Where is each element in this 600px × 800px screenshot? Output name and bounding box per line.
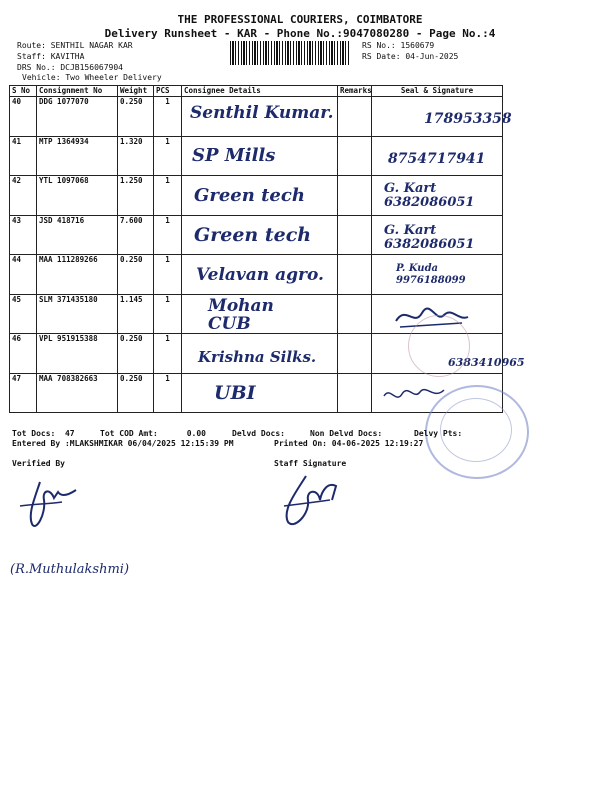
consignment-no: MAA 708382663 <box>37 373 118 413</box>
pcs: 1 <box>154 294 182 334</box>
rs-number: RS No.: 1560679 <box>362 41 435 50</box>
company-title: THE PROFESSIONAL COURIERS, COIMBATORE <box>177 13 423 26</box>
weight: 1.320 <box>118 136 154 176</box>
weight: 0.250 <box>118 373 154 413</box>
consignee-handwriting: Velavan agro. <box>196 265 324 285</box>
rs-date: RS Date: 04-Jun-2025 <box>362 52 459 61</box>
consignee-handwriting: Senthil Kumar. <box>190 103 334 123</box>
col-consignment: Consignment No <box>37 86 118 97</box>
table-row <box>10 136 503 176</box>
consignee-handwriting: Mohan CUB <box>208 295 274 334</box>
signature-handwriting: P. Kuda 9976188099 <box>396 263 466 286</box>
consignee-handwriting: UBI <box>214 381 256 404</box>
consignment-no: MAA 111289266 <box>37 255 118 295</box>
weight: 0.250 <box>118 255 154 295</box>
col-weight: Weight <box>118 86 154 97</box>
col-sno: S No <box>10 86 37 97</box>
weight: 7.600 <box>118 215 154 255</box>
pcs: 1 <box>154 255 182 295</box>
sno: 40 <box>10 97 37 137</box>
signature-handwriting: 178953358 <box>424 111 512 127</box>
pcs: 1 <box>154 136 182 176</box>
weight: 0.250 <box>118 334 154 374</box>
stamp-faint <box>408 315 470 377</box>
pcs: 1 <box>154 215 182 255</box>
sno: 43 <box>10 215 37 255</box>
pcs: 1 <box>154 176 182 216</box>
sno: 41 <box>10 136 37 176</box>
verified-by-label: Verified By <box>12 459 65 468</box>
sno: 45 <box>10 294 37 334</box>
route-label: Route: SENTHIL NAGAR KAR <box>17 41 133 50</box>
delivered-docs: Delvd Docs: <box>232 429 285 438</box>
non-delivered-docs: Non Delvd Docs: <box>310 429 383 438</box>
sno: 44 <box>10 255 37 295</box>
vehicle-label: Vehicle: Two Wheeler Delivery <box>22 73 162 82</box>
delivery-points: Delvy Pts: <box>414 429 463 438</box>
consignee-handwriting: Green tech <box>194 223 312 246</box>
sno: 46 <box>10 334 37 374</box>
pcs: 1 <box>154 97 182 137</box>
sno: 42 <box>10 176 37 216</box>
consignment-no: SLM 371435180 <box>37 294 118 334</box>
staff-signature-label: Staff Signature <box>274 459 347 468</box>
handwritten-name: (R.Muthulakshmi) <box>10 562 130 577</box>
entered-by: Entered By :MLAKSHMIKAR 06/04/2025 12:15:39 PM <box>12 439 234 448</box>
total-docs: Tot Docs: 47 <box>12 429 75 438</box>
staff-signature <box>270 470 350 532</box>
table-row <box>10 215 503 255</box>
col-remarks: Remarks <box>338 86 372 97</box>
total-cod: Tot COD Amt: 0.00 <box>100 429 206 438</box>
col-signature: Seal & Signature <box>372 86 503 97</box>
consignee-handwriting: Krishna Silks. <box>198 348 317 366</box>
table-row <box>10 373 503 413</box>
sno: 47 <box>10 373 37 413</box>
signature-handwriting: G. Kart 6382086051 <box>384 181 475 210</box>
weight: 1.145 <box>118 294 154 334</box>
weight: 0.250 <box>118 97 154 137</box>
weight: 1.250 <box>118 176 154 216</box>
consignment-no: VPL 951915388 <box>37 334 118 374</box>
consignment-no: YTL 1097068 <box>37 176 118 216</box>
table-row <box>10 176 503 216</box>
drs-label: DRS No.: DCJB156067904 <box>17 63 123 72</box>
signature-handwriting: 8754717941 <box>388 150 486 167</box>
table-row <box>10 97 503 137</box>
consignee-handwriting: SP Mills <box>192 144 276 166</box>
staff-label: Staff: KAVITHA <box>17 52 85 61</box>
table-header <box>10 86 503 97</box>
consignment-no: JSD 418716 <box>37 215 118 255</box>
consignee-handwriting: Green tech <box>194 185 305 206</box>
col-consignee: Consignee Details <box>182 86 338 97</box>
pcs: 1 <box>154 334 182 374</box>
verifier-signature <box>10 474 90 534</box>
signature-handwriting: G. Kart 6382086051 <box>384 222 475 252</box>
col-pcs: PCS <box>154 86 182 97</box>
consignment-no: MTP 1364934 <box>37 136 118 176</box>
barcode <box>230 41 350 65</box>
table-row <box>10 255 503 295</box>
consignment-no: DDG 1077070 <box>37 97 118 137</box>
runsheet-title: Delivery Runsheet - KAR - Phone No.:9047080280 - Page No.:4 <box>104 27 496 40</box>
signature-handwriting: 6383410965 <box>448 356 525 369</box>
pcs: 1 <box>154 373 182 413</box>
printed-on: Printed On: 04-06-2025 12:19:27 <box>274 439 424 448</box>
